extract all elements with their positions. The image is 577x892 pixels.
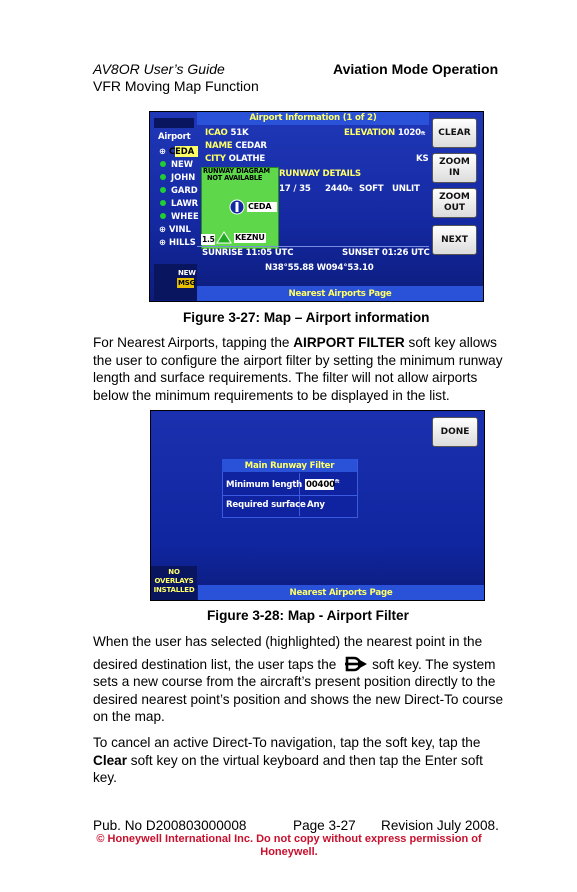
min-length-value: 00400 [306,480,335,490]
runway-length: 2440 [325,184,349,194]
no-overlays-line3: INSTALLED [153,586,195,594]
paragraph-direct-to: When the user has selected (highlighted) the nearest point in the desired destination list, the user taps the soft key. The system sets a new course from the aircraft’s present position directly to the desired nearest point’s position and shows the new Direct-To course on the map. [93,634,504,724]
done-button[interactable]: DONE [432,417,478,447]
surface-value[interactable]: Any [307,500,325,510]
runway-unit: ft [348,187,353,193]
next-button[interactable]: NEXT [432,225,477,255]
elevation-label: ELEVATION [344,128,396,138]
panel-row-divider [222,495,357,496]
diagram-note-2: NOT AVAILABLE [207,174,263,182]
copyright-notice: © Honeywell International Inc. Do not copy without express permission of Honeywell. [96,833,482,858]
page-subtitle: VFR Moving Map Function [93,78,259,94]
panel-title: Main Runway Filter [244,461,335,471]
sunset-time: SUNSET 01:26 UTC [342,248,430,258]
no-overlays-line2: OVERLAYS [154,577,194,585]
airport-filter-screen [150,410,485,601]
name-value: CEDAR [235,141,267,151]
clear-button[interactable]: CLEAR [432,118,477,148]
airport-list-item[interactable]: ⊕ VINL [159,224,191,234]
airport-symbol-icon [228,199,246,215]
elevation-value: 1020 [397,128,421,138]
diagram-note-1: RUNWAY DIAGRAM [203,167,270,175]
airport-dot-icon [160,174,166,180]
waypoint-triangle-icon [216,231,232,244]
screen-title: Airport Information (1 of 2) [249,113,377,123]
list-header-bg [154,118,194,128]
airport-list-item[interactable]: JOHN [171,172,196,182]
footer-label: Nearest Airports Page [289,588,393,598]
page-number: Page 3-27 [293,818,356,833]
coordinates: N38°55.88 W094°53.10 [265,263,374,273]
state-value: KS [416,154,429,164]
airport-list-item[interactable]: GARD [171,185,198,195]
map-label-airport: CEDA [248,202,272,211]
elevation-unit: ft [420,131,426,137]
airport-list-item[interactable]: ⊕ HILLS [159,237,196,247]
airport-list-item[interactable]: WHEE [171,211,199,221]
runway-id: 17 / 35 [279,184,311,194]
airport-list-item[interactable]: NEW [171,159,193,169]
paragraph-cancel: To cancel an active Direct-To navigation, tap the soft key, tap the Clear soft key on the virtual keyboard and then tap the Enter soft key. [93,735,483,785]
new-msg-line2: MSG [178,279,196,287]
pub-number: Pub. No D200803000008 [93,818,247,833]
runway-details-label: RUNWAY DETAILS [279,169,361,179]
airport-dot-icon [160,200,166,206]
icao-value: 51K [230,128,249,138]
map-scale: 1.5 [202,235,215,244]
zoom-in-button[interactable]: ZOOM IN [432,153,477,183]
figure2-caption: Figure 3-28: Map - Airport Filter [207,608,409,623]
footer-label: Nearest Airports Page [288,289,392,299]
airport-list-item[interactable]: ⊕ CEDA [159,146,195,156]
direct-to-icon [344,656,368,672]
city-label: CITY [205,154,226,164]
min-length-label: Minimum length [226,480,303,490]
airport-list-title: Airport [158,132,191,142]
sunrise-time: SUNRISE 11:05 UTC [202,248,294,258]
zoom-out-button[interactable]: ZOOM OUT [432,188,477,218]
icao-label: ICAO [205,128,228,138]
airport-info-screen [149,111,484,302]
guide-title: AV8OR User’s Guide [93,61,225,77]
divider [197,246,429,247]
airport-dot-icon [160,161,166,167]
runway-lighting: UNLIT [392,184,420,194]
figure1-caption: Figure 3-27: Map – Airport information [183,310,430,325]
min-length-unit: ft [335,479,340,485]
runway-surface: SOFT [359,184,384,194]
airport-dot-icon [160,213,166,219]
revision: Revision July 2008. [381,818,499,833]
section-title: Aviation Mode Operation [333,61,499,77]
surface-label: Required surface [226,500,306,510]
airport-list-item[interactable]: LAWR [171,198,199,208]
airport-dot-icon [160,187,166,193]
name-label: NAME [205,141,233,151]
paragraph-airport-filter: For Nearest Airports, tapping the AIRPORT FILTER soft key allows the user to configure the airport filter by setting the minimum runway length and surface requirements. The filter will not allow airports below the minimum requirements to be displayed in the list. [93,335,503,403]
city-value: OLATHE [228,154,266,164]
no-overlays-line1: NO [168,568,180,576]
new-msg-line1: NEW [178,269,196,277]
map-label-waypoint: KEZNU [235,233,265,242]
